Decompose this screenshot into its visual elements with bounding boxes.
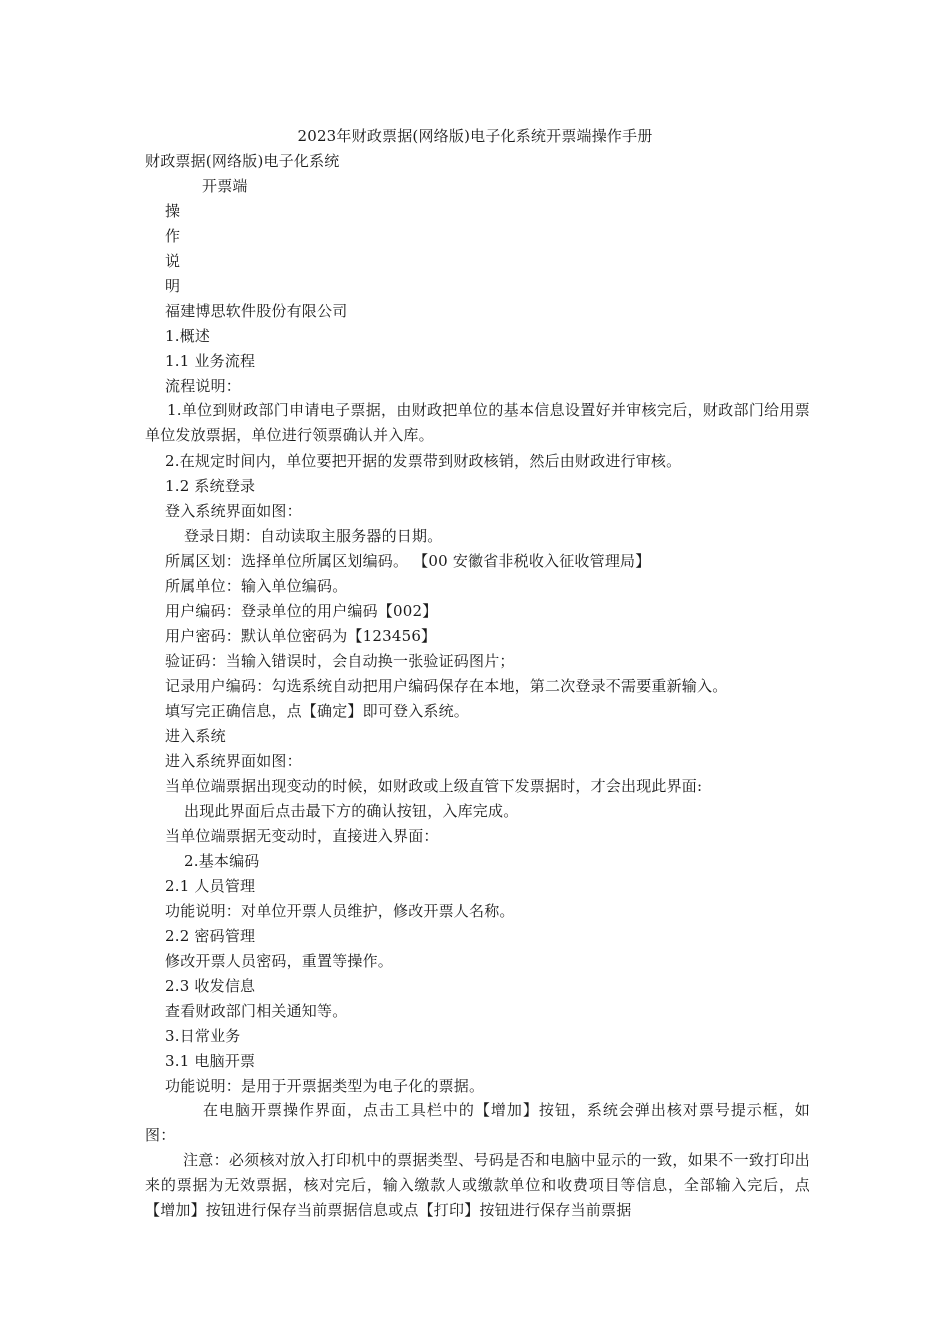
section-heading: 1.概述	[165, 327, 211, 345]
cover-subtitle: 开票端	[202, 177, 248, 195]
note-paragraph: 注意：必须核对放入打印机中的票据类型、号码是否和电脑中显示的一致，如果不一致打印出来的票据为无效票据，核对完后，输入缴款人或缴款单位和收费项目等信息，全部输入完后，点【增加】按钮进行保存当前票据信息或点【打印】按钮进行保存当前票据	[145, 1151, 810, 1219]
body-text: 登入系统界面如图：	[165, 502, 302, 520]
cover-vertical-char: 作	[165, 227, 181, 245]
body-text: 填写完正确信息，点【确定】即可登入系统。	[165, 702, 470, 720]
subsection-heading: 3.1 电脑开票	[165, 1052, 256, 1070]
body-text: 验证码：当输入错误时，会自动换一张验证码图片；	[165, 652, 515, 670]
subsection-heading: 2.3 收发信息	[165, 977, 256, 995]
section-heading: 2.基本编码	[184, 852, 260, 870]
body-text: 所属单位：输入单位编码。	[165, 577, 348, 595]
body-text: 查看财政部门相关通知等。	[165, 1002, 348, 1020]
body-text: 记录用户编码：勾选系统自动把用户编码保存在本地，第二次登录不需要重新输入。	[165, 677, 728, 695]
document-title: 2023年财政票据(网络版)电子化系统开票端操作手册	[297, 127, 653, 145]
subsection-heading: 1.2 系统登录	[165, 477, 256, 495]
body-text: 用户编码：登录单位的用户编码【002】	[165, 602, 438, 620]
body-text: 进入系统界面如图：	[165, 752, 302, 770]
body-text: 修改开票人员密码，重置等操作。	[165, 952, 394, 970]
cover-vertical-char: 明	[165, 277, 181, 295]
body-text: 当单位端票据无变动时，直接进入界面：	[165, 827, 439, 845]
flow-label: 流程说明：	[165, 377, 242, 395]
flow-paragraph-2: 2.在规定时间内，单位要把开据的发票带到财政核销，然后由财政进行审核。	[165, 452, 682, 470]
subsection-heading: 2.1 人员管理	[165, 877, 256, 895]
section-heading: 3.日常业务	[165, 1027, 241, 1045]
body-text: 所属区划：选择单位所属区划编码。 【00 安徽省非税收入征收管理局】	[165, 552, 651, 570]
subsection-heading: 进入系统	[165, 727, 226, 745]
cover-vertical-char: 说	[165, 252, 181, 270]
body-text: 当单位端票据出现变动的时候，如财政或上级直管下发票据时，才会出现此界面:	[165, 777, 703, 795]
body-text: 登录日期：自动读取主服务器的日期。	[184, 527, 443, 545]
body-text: 功能说明：是用于开票据类型为电子化的票据。	[165, 1077, 485, 1095]
body-text: 功能说明：对单位开票人员维护，修改开票人名称。	[165, 902, 515, 920]
cover-system-name: 财政票据(网络版)电子化系统	[145, 152, 340, 170]
flow-paragraph-1: 1.单位到财政部门申请电子票据，由财政把单位的基本信息设置好并审核完后，财政部门给用票单位发放票据，单位进行领票确认并入库。	[145, 401, 810, 444]
cover-company: 福建博思软件股份有限公司	[165, 302, 348, 320]
subsection-heading: 1.1 业务流程	[165, 352, 256, 370]
subsection-heading: 2.2 密码管理	[165, 927, 256, 945]
operation-paragraph: 在电脑开票操作界面，点击工具栏中的【增加】按钮，系统会弹出核对票号提示框，如图：	[145, 1101, 810, 1144]
cover-vertical-char: 操	[165, 202, 181, 220]
body-text: 用户密码：默认单位密码为【123456】	[165, 627, 437, 645]
body-text: 出现此界面后点击最下方的确认按钮，入库完成。	[184, 802, 519, 820]
